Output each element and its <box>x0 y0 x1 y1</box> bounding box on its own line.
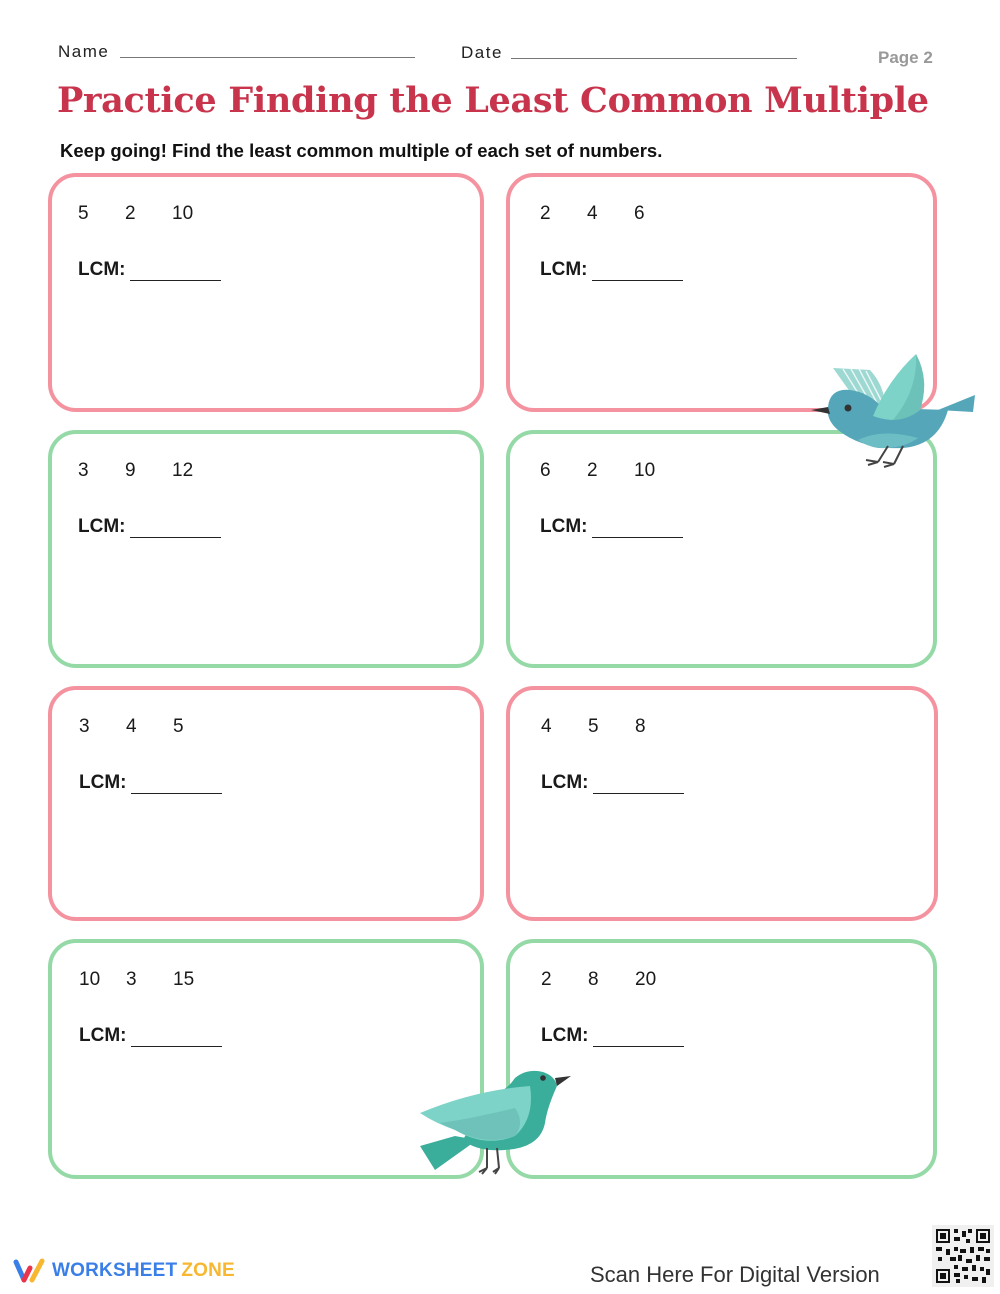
brand-name-part2: ZONE <box>181 1260 235 1281</box>
lcm-answer-blank[interactable] <box>130 522 221 538</box>
number: 8 <box>635 716 646 737</box>
lcm-label: LCM: <box>540 259 588 280</box>
instructions: Keep going! Find the least common multiple of each set of numbers. <box>60 140 663 161</box>
lcm-answer <box>540 516 683 538</box>
page-number: Page 2 <box>878 48 933 67</box>
page-title: Practice Finding the Least Common Multiple <box>57 80 929 121</box>
number: 15 <box>173 969 195 990</box>
number: 4 <box>126 716 137 737</box>
number: 9 <box>125 460 136 481</box>
number: 5 <box>173 716 184 737</box>
lcm-answer-blank[interactable] <box>130 265 221 281</box>
number: 12 <box>172 460 194 481</box>
date-field[interactable] <box>511 58 797 59</box>
lcm-answer-blank[interactable] <box>593 778 684 794</box>
worksheet-zone-logo <box>12 1258 235 1284</box>
lcm-answer-blank[interactable] <box>131 1031 222 1047</box>
lcm-answer-blank[interactable] <box>593 1031 684 1047</box>
number: 4 <box>541 716 552 737</box>
problem-numbers <box>78 460 219 482</box>
number: 3 <box>78 460 89 481</box>
lcm-answer-blank[interactable] <box>131 778 222 794</box>
number: 4 <box>587 203 598 224</box>
lcm-answer <box>78 259 221 281</box>
lcm-answer-blank[interactable] <box>592 522 683 538</box>
brand-name-part1: WORKSHEET <box>52 1260 178 1281</box>
number: 20 <box>635 969 657 990</box>
number: 8 <box>588 969 599 990</box>
qr-code-graphic <box>932 1225 994 1287</box>
name-label: Name <box>58 42 110 61</box>
worksheet-zone-logo-icon <box>12 1258 48 1284</box>
number: 10 <box>634 460 656 481</box>
number: 2 <box>587 460 598 481</box>
number: 10 <box>79 969 101 990</box>
problem-card-5 <box>48 686 484 921</box>
problem-numbers <box>541 716 682 738</box>
problem-numbers <box>78 203 219 225</box>
date-label: Date <box>461 43 503 62</box>
number: 3 <box>126 969 137 990</box>
number: 2 <box>125 203 136 224</box>
scan-instructions: Scan Here For Digital Version <box>590 1262 880 1287</box>
problem-numbers <box>79 716 220 738</box>
lcm-label: LCM: <box>78 516 126 537</box>
lcm-answer-blank[interactable] <box>592 265 683 281</box>
problem-card-6 <box>506 686 938 921</box>
blue-bird-illustration <box>808 350 978 470</box>
number: 2 <box>540 203 551 224</box>
problem-numbers <box>540 203 681 225</box>
number: 10 <box>172 203 194 224</box>
problem-card-1 <box>48 173 484 412</box>
lcm-label: LCM: <box>79 1025 127 1046</box>
lcm-label: LCM: <box>541 1025 589 1046</box>
lcm-answer <box>541 772 684 794</box>
name-field[interactable] <box>120 57 415 58</box>
number: 6 <box>540 460 551 481</box>
lcm-label: LCM: <box>78 259 126 280</box>
lcm-answer <box>540 259 683 281</box>
problem-numbers <box>79 969 220 991</box>
qr-code-icon[interactable] <box>932 1225 994 1287</box>
lcm-answer <box>79 1025 222 1047</box>
lcm-label: LCM: <box>540 516 588 537</box>
number: 5 <box>78 203 89 224</box>
lcm-answer <box>541 1025 684 1047</box>
problem-numbers <box>540 460 681 482</box>
problem-numbers <box>541 969 682 991</box>
lcm-answer <box>79 772 222 794</box>
number: 2 <box>541 969 552 990</box>
problem-card-3 <box>48 430 484 668</box>
number: 3 <box>79 716 90 737</box>
lcm-answer <box>78 516 221 538</box>
number: 5 <box>588 716 599 737</box>
teal-bird-illustration <box>415 1068 575 1176</box>
lcm-label: LCM: <box>541 772 589 793</box>
number: 6 <box>634 203 645 224</box>
lcm-label: LCM: <box>79 772 127 793</box>
